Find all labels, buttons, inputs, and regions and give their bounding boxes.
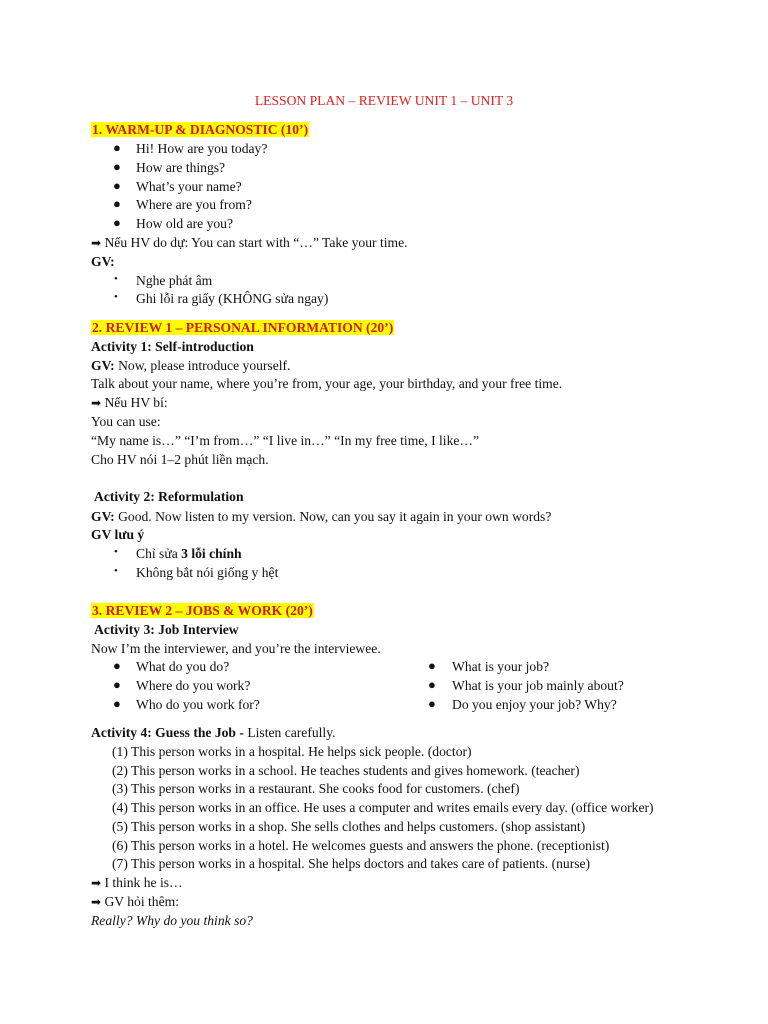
note-item-text: Chỉ sửa [136, 546, 182, 561]
follow-up-question [91, 912, 253, 930]
activity-4-instruction: Listen carefully. [243, 725, 336, 740]
interview-question-right: What is your job? [452, 659, 550, 674]
clue-number: (4) [112, 800, 128, 815]
interview-intro: Now I’m the interviewer, and you’re the interviewee. [91, 641, 381, 656]
think-line [91, 874, 183, 892]
page-title: LESSON PLAN – REVIEW UNIT 1 – UNIT 3 [254, 93, 514, 108]
phrases-line: “My name is…” “I’m from…” “I live in…” “In my free time, I like…” [91, 433, 480, 448]
bullet-icon: ● [113, 159, 121, 174]
interview-question-left: What do you do? [136, 659, 230, 674]
warmup-question: What’s your name? [136, 179, 242, 194]
warmup-question: How are things? [136, 160, 226, 175]
bullet-icon: • [114, 546, 118, 558]
bullet-icon: • [114, 565, 118, 577]
activity-1-title-text: Activity 1: Self-introduction [91, 339, 254, 354]
bullet-icon: • [114, 291, 118, 303]
warmup-question: How old are you? [136, 216, 234, 231]
bullet-icon: ● [428, 696, 436, 711]
clue-number: (6) [112, 838, 128, 853]
section-2-heading [91, 319, 394, 337]
clue-item [112, 855, 590, 873]
bullet-icon: ● [113, 196, 121, 211]
bullet-icon: ● [113, 696, 121, 711]
gv-label-text: GV: [91, 509, 115, 524]
clue-number: (3) [112, 781, 128, 796]
bullet-icon: ● [428, 658, 436, 673]
warmup-question: Where are you from? [136, 197, 252, 212]
clue-text: This person works in an office. He uses a computer and writes emails every day. (office worker) [131, 800, 654, 815]
section-3-heading [91, 602, 314, 620]
clue-item [112, 818, 585, 836]
right-arrow-icon: ➡ [91, 876, 102, 890]
gv-instruction-2-text: Good. Now listen to my version. Now, can you say it again in your own words? [118, 509, 552, 524]
interview-question-right: Do you enjoy your job? Why? [452, 697, 617, 712]
bullet-icon: ● [113, 215, 121, 230]
clue-number: (2) [112, 763, 128, 778]
clue-number: (5) [112, 819, 128, 834]
clue-item [112, 780, 519, 798]
gv-instruction [91, 357, 290, 375]
section-1-heading [91, 121, 309, 139]
activity-2-title-text: Activity 2: Reformulation [94, 489, 244, 504]
activity-2-title [94, 488, 244, 506]
talk-about-line: Talk about your name, where you’re from, your age, your birthday, and your free time. [91, 376, 563, 391]
clue-text: This person works in a hospital. She helps doctors and takes care of patients. (nurse) [131, 856, 591, 871]
warmup-question: Hi! How are you today? [136, 141, 268, 156]
note-item [136, 545, 242, 563]
section-1-heading-text: 1. WARM-UP & DIAGNOSTIC (10’) [92, 122, 309, 137]
clue-text: This person works in a restaurant. She cooks food for customers. (chef) [131, 781, 520, 796]
ask-more-line [91, 893, 179, 911]
bullet-icon: ● [113, 178, 121, 193]
note-item-bold: 3 lỗi chính [181, 546, 242, 561]
bullet-icon: ● [113, 677, 121, 692]
clue-text: This person works in a hotel. He welcomes guests and answers the phone. (receptionist) [131, 838, 610, 853]
gv-note-heading [91, 526, 144, 544]
ask-more-text: GV hỏi thêm: [104, 894, 179, 909]
clue-text: This person works in a hospital. He helps sick people. (doctor) [131, 744, 472, 759]
bullet-icon: ● [113, 658, 121, 673]
activity-4-title [91, 724, 336, 742]
gv-instruction-text: Now, please introduce yourself. [118, 358, 291, 373]
right-arrow-icon: ➡ [91, 236, 102, 250]
clue-item [112, 743, 472, 761]
activity-3-title-text: Activity 3: Job Interview [94, 622, 239, 637]
gv-item: Ghi lỗi ra giấy (KHÔNG sửa ngay) [136, 291, 329, 306]
clue-text: This person works in a school. He teaches students and gives homework. (teacher) [131, 763, 580, 778]
interview-question-right: What is your job mainly about? [452, 678, 624, 693]
hesitation-note-text: Nếu HV do dự: You can start with “…” Take your time. [104, 235, 408, 250]
gv-label [91, 253, 115, 271]
section-3-heading-text: 3. REVIEW 2 – JOBS & WORK (20’) [92, 603, 313, 618]
hesitation-note [91, 234, 408, 252]
gv-label-text: GV: [91, 358, 115, 373]
section-2-heading-text: 2. REVIEW 1 – PERSONAL INFORMATION (20’) [92, 320, 394, 335]
clue-text: This person works in a shop. She sells clothes and helps customers. (shop assistant) [131, 819, 586, 834]
bullet-icon: ● [428, 677, 436, 692]
activity-4-title-text: Activity 4: Guess the Job - [91, 725, 244, 740]
think-line-text: I think he is… [104, 875, 183, 890]
speak-duration-note: Cho HV nói 1–2 phút liền mạch. [91, 452, 269, 467]
clue-item [112, 837, 609, 855]
stuck-note-text: Nếu HV bí: [104, 395, 168, 410]
activity-3-title [94, 621, 239, 639]
bullet-icon: • [114, 273, 118, 285]
interview-question-left: Where do you work? [136, 678, 251, 693]
right-arrow-icon: ➡ [91, 396, 102, 410]
gv-instruction-2 [91, 508, 551, 526]
can-use-line: You can use: [91, 414, 161, 429]
gv-label-text: GV: [91, 254, 115, 269]
clue-item [112, 799, 654, 817]
bullet-icon: ● [113, 140, 121, 155]
right-arrow-icon: ➡ [91, 895, 102, 909]
stuck-note [91, 394, 168, 412]
clue-number: (7) [112, 856, 128, 871]
follow-up-text: Really? Why do you think so? [91, 913, 253, 928]
gv-item: Nghe phát âm [136, 273, 213, 288]
clue-item [112, 762, 579, 780]
activity-1-title [91, 338, 254, 356]
gv-note-label: GV lưu ý [91, 527, 145, 542]
interview-question-left: Who do you work for? [136, 697, 260, 712]
note-item: Không bắt nói giống y hệt [136, 565, 279, 580]
clue-number: (1) [112, 744, 128, 759]
